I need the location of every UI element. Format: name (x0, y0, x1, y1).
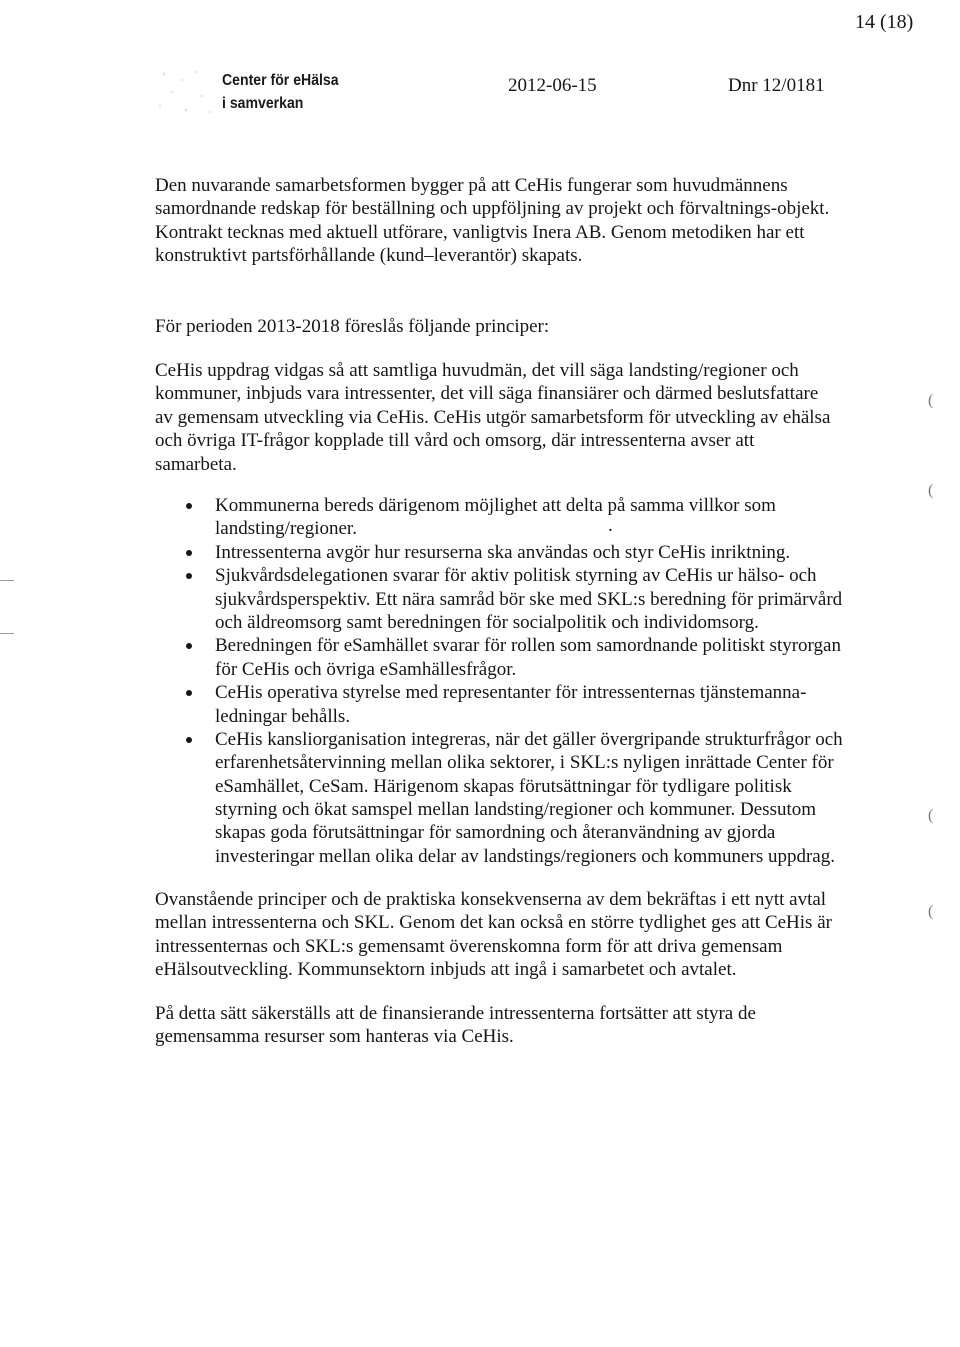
list-item-line: erfarenhetsåtervinning mellan olika sektorer, i SKL:s nyligen inrättade Center för (215, 752, 834, 774)
bullet-marker-icon (186, 643, 192, 649)
stray-mark: . (608, 515, 613, 536)
edge-dash (0, 580, 14, 581)
list-item-line: sjukvårdsperspektiv. Ett nära samråd bör ske med SKL:s beredning för primärvård (215, 588, 843, 610)
list-item-line: skapas goda förutsättningar för samordning och återanvändning av gjorda (215, 822, 776, 844)
paragraph-line: av gemensam utveckling via CeHis. CeHis utgör samarbetsform för utveckling av ehälsa (155, 406, 831, 428)
paragraph-line: Ovanstående principer och de praktiska konsekvenserna av dem bekräftas i ett nytt avtal (155, 889, 827, 910)
intro-paragraph (155, 174, 829, 268)
bullet-marker-icon (186, 550, 192, 556)
paragraph-line: CeHis uppdrag vidgas så att samtliga huvudmän, det vill säga landsting/regioner och (155, 360, 799, 381)
document-reference: Dnr 12/0181 (728, 75, 825, 96)
list-item-line: Kommunerna bereds därigenom möjlighet att delta på samma villkor som (215, 495, 776, 516)
list-item-line: eSamhället, CeSam. Härigenom skapas förutsättningar för tydligare politisk (215, 775, 792, 797)
list-item-line: landsting/regioner. (215, 518, 357, 540)
list-item (185, 681, 843, 728)
margin-mark: ( (928, 903, 934, 920)
principles-heading (155, 315, 549, 338)
page-number: 14 (18) (855, 11, 914, 33)
margin-mark: ( (928, 482, 934, 499)
list-item (185, 494, 843, 541)
list-item-line: styrning och ökat samspel mellan landsting/regioner och kommuner. Dessutom (215, 799, 817, 821)
list-item (185, 541, 843, 564)
paragraph-line: eHälsoutveckling. Kommunsektorn inbjuds att ingå i samarbetet och avtalet. (155, 959, 737, 981)
paragraph-line: På detta sätt säkerställs att de finansierande intressenterna fortsätter att styra de (155, 1003, 756, 1024)
confirmation-paragraph (155, 888, 832, 982)
list-item-line: Intressenterna avgör hur resurserna ska användas och styr CeHis inriktning. (215, 541, 791, 563)
logo-icon (152, 66, 216, 118)
paragraph-line: konstruktivt partsförhållande (kund–leverantör) skapats. (155, 245, 583, 267)
bullet-marker-icon (186, 503, 192, 509)
list-item-line: Beredningen för eSamhället svarar för rollen som samordnande politiskt styrorgan (215, 635, 841, 657)
bullet-marker-icon (186, 737, 192, 743)
edge-dash (0, 633, 14, 634)
org-name-line1: Center för eHälsa (222, 72, 339, 89)
org-name-line2: i samverkan (222, 95, 304, 112)
list-item-line: Sjukvårdsdelegationen svarar för aktiv politisk styrning av CeHis ur hälso- och (215, 565, 817, 587)
paragraph-line: Den nuvarande samarbetsformen bygger på att CeHis fungerar som huvudmännens (155, 175, 788, 196)
list-item-line: för CeHis och övriga eSamhällesfrågor. (215, 658, 517, 680)
list-item-line: CeHis operativa styrelse med representanter för intressenternas tjänstemanna- (215, 682, 807, 704)
list-item (185, 634, 843, 681)
list-item-line: och äldreomsorg samt beredningen för socialpolitik och individomsorg. (215, 611, 759, 633)
list-item-line: CeHis kansliorganisation integreras, när det gäller övergripande strukturfrågor och (215, 728, 843, 750)
principles-bullet-list (185, 494, 843, 868)
document-date: 2012-06-15 (508, 75, 597, 96)
paragraph-line: gemensamma resurser som hanteras via CeHis. (155, 1026, 514, 1048)
bullet-marker-icon (186, 690, 192, 696)
scope-paragraph (155, 359, 830, 476)
paragraph-line: För perioden 2013-2018 föreslås följande principer: (155, 316, 550, 337)
margin-mark: ( (928, 807, 934, 824)
list-item-line: ledningar behålls. (215, 705, 351, 727)
paragraph-line: mellan intressenterna och SKL. Genom det kan också en större tydlighet ges att CeHis är (155, 912, 832, 934)
paragraph-line: kommuner, inbjuds vara intressenter, det vill säga finansiärer och därmed beslutsfattare (155, 383, 819, 405)
margin-mark: ( (928, 392, 934, 409)
paragraph-line: Kontrakt tecknas med aktuell utförare, vanligtvis Inera AB. Genom metodiken har ett (155, 221, 805, 243)
list-item-line: investeringar mellan olika delar av landstings/regioners och kommuners uppdrag. (215, 845, 835, 867)
paragraph-line: samordnande redskap för beställning och uppföljning av projekt och förvaltnings-objekt. (155, 198, 830, 220)
paragraph-line: och övriga IT-frågor kopplade till vård och omsorg, där intressenterna avser att (155, 430, 755, 452)
paragraph-line: samarbeta. (155, 453, 237, 475)
conclusion-paragraph (155, 1002, 756, 1049)
paragraph-line: intressenternas och SKL:s gemensamt överenskomna form för att driva gemensam (155, 935, 783, 957)
list-item (185, 728, 843, 868)
list-item (185, 564, 843, 634)
bullet-marker-icon (186, 573, 192, 579)
